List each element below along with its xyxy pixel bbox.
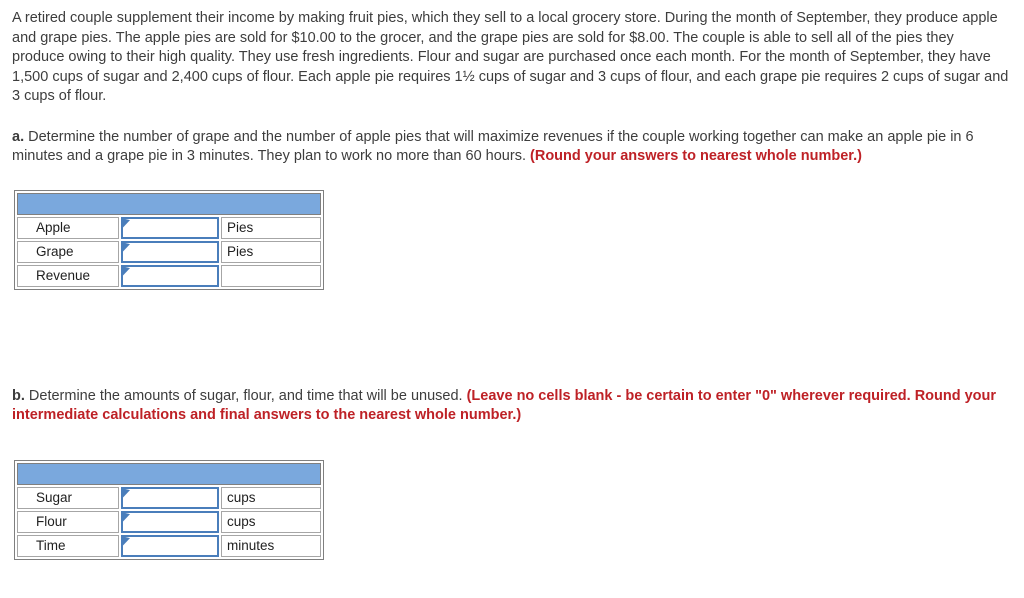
row-unit-revenue bbox=[221, 265, 321, 287]
table-row-grape bbox=[17, 241, 321, 263]
part-b-text: Determine the amounts of sugar, flour, and time that will be unused. bbox=[28, 387, 463, 404]
question-page bbox=[12, 9, 1012, 560]
table-row-revenue bbox=[17, 265, 321, 287]
grape-pies-input[interactable] bbox=[123, 243, 217, 261]
table-row-flour bbox=[17, 511, 321, 533]
row-label-time: Time bbox=[17, 535, 119, 557]
row-unit-time: minutes bbox=[221, 535, 321, 557]
row-unit-apple: Pies bbox=[221, 217, 321, 239]
part-a-prompt bbox=[12, 128, 1010, 167]
sugar-unused-input[interactable] bbox=[123, 489, 217, 507]
answer-cell-time bbox=[121, 535, 219, 557]
table-row-time bbox=[17, 535, 321, 557]
part-b-label: b. bbox=[12, 387, 25, 404]
row-label-apple: Apple bbox=[17, 217, 119, 239]
flour-unused-input[interactable] bbox=[123, 513, 217, 531]
row-label-flour: Flour bbox=[17, 511, 119, 533]
part-b-answer-table bbox=[14, 460, 324, 560]
apple-pies-input[interactable] bbox=[123, 219, 217, 237]
table-header-bar bbox=[17, 463, 321, 485]
row-unit-grape: Pies bbox=[221, 241, 321, 263]
part-a-label: a. bbox=[12, 128, 25, 145]
time-unused-input[interactable] bbox=[123, 537, 217, 555]
part-b-rounding-instruction: (Leave no cells blank - be certain to enter "0" wherever required. Round your intermediate calculations and final answers to the nearest whole number.) bbox=[12, 387, 997, 423]
answer-cell-revenue bbox=[121, 265, 219, 287]
part-b-prompt bbox=[12, 387, 1010, 426]
row-unit-flour: cups bbox=[221, 511, 321, 533]
table-header-row bbox=[17, 193, 321, 215]
table-header-row bbox=[17, 463, 321, 485]
part-a-answer-table bbox=[14, 190, 324, 290]
problem-statement: A retired couple supplement their income by making fruit pies, which they sell to a local grocery store. During the month of September, they produce apple and grape pies. The apple pies are sold for $10.00 to the grocer, and the grape pies are sold for $8.00. The couple is able to sell all of the pies they produce owing to their high quality. They use fresh ingredients. Flour and sugar are purchased once each month. For the month of September, they have 1,500 cups of sugar and 2,400 cups of flour. Each apple pie requires 1½ cups of sugar and 3 cups of flour, and each grape pie requires 2 cups of sugar and 3 cups of flour. bbox=[12, 10, 1009, 104]
answer-cell-apple bbox=[121, 217, 219, 239]
part-a-text: Determine the number of grape and the number of apple pies that will maximize revenues if the couple working together can make an apple pie in 6 minutes and a grape pie in 3 minutes. They plan to work no more than 60 hours. bbox=[12, 128, 974, 164]
table-row-sugar bbox=[17, 487, 321, 509]
revenue-input[interactable] bbox=[123, 267, 217, 285]
row-label-grape: Grape bbox=[17, 241, 119, 263]
part-a-rounding-instruction: (Round your answers to nearest whole number.) bbox=[530, 148, 862, 164]
row-label-revenue: Revenue bbox=[17, 265, 119, 287]
answer-cell-sugar bbox=[121, 487, 219, 509]
table-row-apple bbox=[17, 217, 321, 239]
table-header-bar bbox=[17, 193, 321, 215]
answer-cell-grape bbox=[121, 241, 219, 263]
row-label-sugar: Sugar bbox=[17, 487, 119, 509]
answer-cell-flour bbox=[121, 511, 219, 533]
row-unit-sugar: cups bbox=[221, 487, 321, 509]
